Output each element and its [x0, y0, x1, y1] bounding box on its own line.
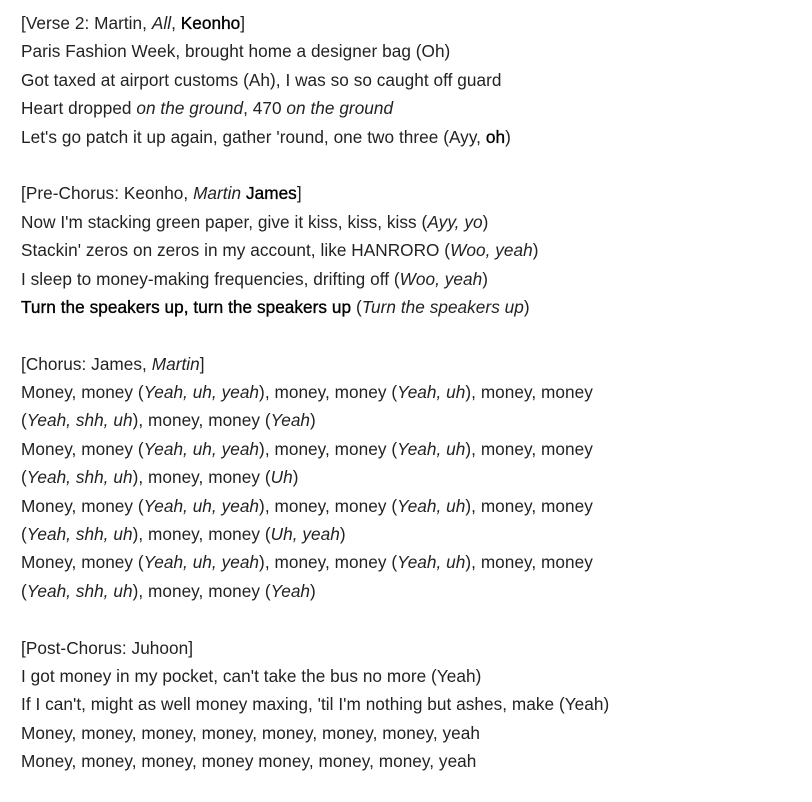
- lyric-segment: If I can't, might as well money maxing, 'til I'm nothing but ashes, make (Yeah): [21, 694, 610, 715]
- lyric-bold-segment: oh: [485, 126, 506, 147]
- lyric-segment: ): [310, 580, 316, 601]
- lyric-segment: ), money, money (: [132, 580, 271, 601]
- lyric-italic-segment: Yeah, uh: [397, 552, 466, 573]
- lyric-italic-segment: Uh, yeah: [270, 524, 340, 545]
- lyric-italic-segment: Martin: [151, 353, 200, 374]
- lyric-segment: ), money, money: [465, 382, 593, 403]
- lyric-segment: ), money, money (: [259, 495, 398, 516]
- section-spacer: [21, 151, 801, 179]
- lyric-segment: I sleep to money-making frequencies, drifting off (: [21, 268, 400, 289]
- lyric-segment: ): [292, 467, 299, 488]
- lyric-segment: ): [482, 268, 489, 289]
- lyrics-section-verse-2: [21, 9, 801, 151]
- lyric-line: [21, 208, 801, 236]
- lyric-segment: ): [532, 240, 539, 261]
- lyrics-body: [21, 9, 801, 776]
- lyric-bold-segment: Turn the speakers up, turn the speakers up: [21, 296, 352, 317]
- lyric-segment: ), money, money (: [132, 410, 271, 431]
- lyric-segment: Let's go patch it up again, gather 'round, one two three (Ayy,: [21, 126, 486, 147]
- lyrics-section-chorus: [21, 350, 801, 606]
- lyric-italic-segment: Martin: [193, 183, 242, 204]
- lyric-line: [21, 123, 801, 151]
- lyric-italic-segment: Yeah, shh, uh: [26, 524, 133, 545]
- lyric-italic-segment: Yeah, uh: [397, 495, 466, 516]
- section-header: [21, 179, 801, 207]
- lyric-line: [21, 406, 801, 434]
- lyric-italic-segment: on the ground: [286, 98, 394, 119]
- lyric-italic-segment: Yeah: [270, 580, 311, 601]
- lyric-italic-segment: Yeah, shh, uh: [26, 467, 133, 488]
- lyric-segment: ), money, money (: [259, 438, 398, 459]
- lyric-segment: [Post-Chorus: Juhoon]: [21, 637, 194, 658]
- lyric-segment: ]: [296, 183, 302, 204]
- lyric-line: [21, 662, 801, 690]
- lyric-line: [21, 435, 801, 463]
- lyric-segment: ), money, money: [465, 438, 593, 459]
- lyric-segment: Money, money (: [21, 438, 144, 459]
- lyric-segment: , 470: [243, 98, 287, 119]
- lyric-line: [21, 378, 801, 406]
- lyric-segment: ,: [171, 13, 181, 33]
- lyric-italic-segment: Yeah, uh, yeah: [143, 438, 260, 459]
- lyric-italic-segment: Yeah, shh, uh: [26, 580, 133, 601]
- lyric-segment: Money, money (: [21, 495, 144, 516]
- lyric-italic-segment: Yeah, uh: [397, 438, 466, 459]
- lyric-segment: Now I'm stacking green paper, give it kiss, kiss, kiss (: [21, 211, 428, 232]
- lyric-segment: I got money in my pocket, can't take the bus no more (Yeah): [21, 665, 482, 686]
- lyric-segment: ): [310, 410, 316, 431]
- lyric-segment: ): [523, 296, 530, 317]
- lyric-line: [21, 37, 801, 65]
- lyric-segment: ), money, money (: [259, 382, 398, 403]
- section-spacer: [21, 605, 801, 633]
- lyric-segment: Got taxed at airport customs (Ah), I was so so caught off guard: [21, 69, 502, 90]
- lyric-segment: ), money, money: [465, 495, 593, 516]
- lyric-italic-segment: Yeah, uh, yeah: [143, 495, 260, 516]
- lyric-italic-segment: Woo, yeah: [450, 240, 533, 261]
- lyric-italic-segment: Yeah, uh: [397, 382, 466, 403]
- lyric-segment: ): [505, 126, 511, 147]
- lyric-line: [21, 236, 801, 264]
- lyric-segment: Money, money, money, money, money, money, money, yeah: [21, 722, 480, 743]
- lyric-segment: Heart dropped: [21, 98, 137, 119]
- lyric-italic-segment: Uh: [270, 467, 293, 488]
- lyric-line: [21, 265, 801, 293]
- lyric-segment: Stackin' zeros on zeros in my account, like HANRORO (: [21, 240, 451, 261]
- lyric-line: [21, 690, 801, 718]
- lyric-segment: Money, money (: [21, 552, 144, 573]
- lyric-line: [21, 463, 801, 491]
- lyric-segment: [Verse 2: Martin,: [21, 13, 152, 33]
- lyric-italic-segment: Turn the speakers up: [361, 296, 524, 317]
- lyric-italic-segment: Yeah, uh, yeah: [143, 552, 260, 573]
- lyrics-section-pre-chorus: [21, 179, 801, 321]
- lyric-segment: Paris Fashion Week, brought home a designer bag (Oh): [21, 41, 451, 62]
- lyric-segment: [Pre-Chorus: Keonho,: [21, 183, 194, 204]
- lyric-italic-segment: Yeah, shh, uh: [26, 410, 133, 431]
- lyric-line: [21, 492, 801, 520]
- section-header: [21, 9, 801, 37]
- lyric-segment: ), money, money (: [132, 524, 271, 545]
- lyric-line: [21, 577, 801, 605]
- lyric-line: [21, 719, 801, 747]
- lyric-segment: (: [21, 410, 27, 431]
- lyric-italic-segment: Woo, yeah: [399, 268, 483, 289]
- section-header: [21, 634, 801, 662]
- section-spacer: [21, 321, 801, 349]
- lyric-italic-segment: Yeah, uh, yeah: [143, 382, 260, 403]
- lyric-line: [21, 293, 801, 321]
- lyric-segment: [Chorus: James,: [21, 353, 152, 374]
- lyric-italic-segment: Yeah: [270, 410, 311, 431]
- lyric-segment: ), money, money (: [259, 552, 398, 573]
- lyric-line: [21, 548, 801, 576]
- section-header: [21, 350, 801, 378]
- lyric-italic-segment: All: [151, 13, 172, 33]
- lyric-line: [21, 94, 801, 122]
- lyric-segment: (: [21, 524, 27, 545]
- lyric-italic-segment: Ayy, yo: [427, 211, 483, 232]
- lyric-segment: ), money, money: [465, 552, 593, 573]
- lyric-segment: ): [482, 211, 489, 232]
- lyric-segment: (: [351, 296, 362, 317]
- lyric-segment: ]: [240, 13, 246, 33]
- lyric-segment: Money, money (: [21, 382, 144, 403]
- lyric-line: [21, 520, 801, 548]
- lyric-segment: Money, money, money, money money, money, money, yeah: [21, 751, 477, 772]
- lyrics-section-post-chorus: [21, 634, 801, 776]
- lyric-bold-segment: Keonho: [180, 13, 241, 33]
- lyric-segment: ), money, money (: [132, 467, 271, 488]
- lyric-segment: ): [339, 524, 346, 545]
- lyric-segment: ]: [199, 353, 205, 374]
- lyric-italic-segment: on the ground: [136, 98, 244, 119]
- lyric-line: [21, 747, 801, 775]
- lyric-segment: (: [21, 580, 27, 601]
- lyric-line: [21, 66, 801, 94]
- lyric-segment: (: [21, 467, 27, 488]
- lyric-bold-segment: James: [245, 183, 297, 204]
